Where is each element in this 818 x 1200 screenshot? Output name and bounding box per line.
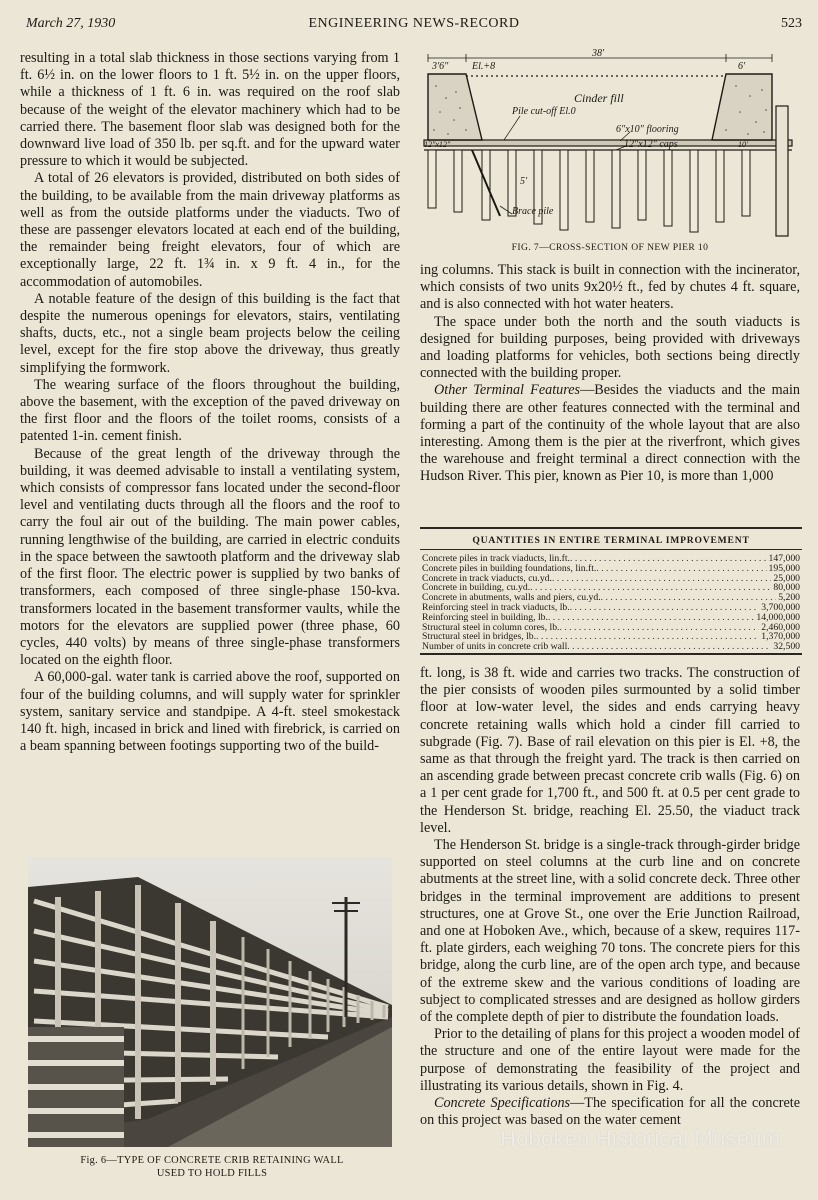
- left-column: [20, 50, 400, 755]
- cinder-fill-label: Cinder fill: [574, 91, 624, 105]
- paragraph: Prior to the detailing of plans for this project a wooden model of the structure and one of the entire layout were made for the purpose of demonstrating the feasibility of the project and illustrating its various details, shown in Fig. 4.: [420, 1026, 800, 1094]
- row-label: Concrete in track viaducts, cu.yd.: [422, 572, 552, 584]
- row-value: 32,500: [773, 641, 800, 653]
- paragraph: A total of 26 elevators is provided, distributed on both sides of the building, to be available from the main driveway platforms as well as from the outside platforms under the viaducts. Two of these are passenger elevators located at each end of the building, the remainder being freight elevators, four of which are exceptionally large, 22 ft. 1¾ in. x 9 ft. 4 in., for the accommodation of automobiles.: [20, 170, 400, 290]
- subheading: Other Terminal Features: [434, 382, 581, 399]
- paragraph: ing columns. This stack is built in connection with the incinerator, which consists of two units 9x20½ ft., fed by chutes 4 ft. square, and is also connected with hot water heaters.: [420, 262, 800, 313]
- paragraph-text: —The specification for all the concrete on this project was based on the water cement: [420, 1095, 800, 1129]
- row-value: 2,460,000: [761, 621, 800, 633]
- timber-deck: [424, 140, 792, 146]
- paragraph: resulting in a total slab thickness in those sections varying from 1 ft. 6½ in. on the lower floors to 1 ft. 5½ in. on the upper floors, while a thickness of 1 ft. 6 in. was required on the roof slab because of the weight of the elevator machinery which had to be carried there. The basement floor slab was designed both for the downward live load of 350 lb. per sq.ft. and for the upward water pressure to which it would be subjected.: [20, 50, 400, 170]
- row-label: Structural steel in bridges, lb.: [422, 631, 537, 643]
- journal-title: ENGINEERING NEWS-RECORD: [308, 16, 520, 31]
- left-retaining-wall: [428, 74, 482, 140]
- row-label: Structural steel in column cores, lb.: [422, 621, 560, 633]
- caption-line: USED TO HOLD FILLS: [156, 1168, 268, 1179]
- subheading: Concrete Specifications: [434, 1095, 571, 1112]
- row-label: Number of units in concrete crib wall: [422, 641, 568, 653]
- page-number: 523: [781, 16, 802, 31]
- row-label: Concrete in abutments, walls and piers, cu.yd.: [422, 592, 601, 604]
- paragraph: The wearing surface of the floors throughout the building, above the basement, with the exception of the paved driveway on the first floor and the floors of the toilet rooms, consists of a patented 1-in. cement finish.: [20, 376, 400, 445]
- table-title: QUANTITIES IN ENTIRE TERMINAL IMPROVEMENT: [420, 529, 802, 550]
- row-value: 5,200: [778, 592, 800, 604]
- issue-date: March 27, 1930: [26, 16, 116, 31]
- paragraph: A notable feature of the design of this building is the fact that despite the numerous openings for elevators, stairs, ventilating shafts, ducts, etc., not a single beam projects below the ceiling level, except for the fire stop above the driveway, thus greatly simplifying the formwork.: [20, 290, 400, 376]
- row-label: Reinforcing steel in track viaducts, lb.: [422, 601, 570, 613]
- flooring-label: 6"x10" flooring: [616, 124, 679, 135]
- paragraph: [420, 382, 800, 485]
- caption-line: Fig. 6—TYPE OF CONCRETE CRIB RETAINING WALL: [80, 1155, 344, 1166]
- paragraph: The Henderson St. bridge is a single-track through-girder bridge supported on steel columns at the curb line and on concrete abutments at the street line, with a solid concrete deck. Three other bridges in the terminal improvement are additions to present structures, one at Grove St., one over the Erie Junction Railroad, and one at Hoboken Ave., which, because of a skew, requires 117-ft. plate girders, each weighing 70 tons. The concrete piers for this bridge, along the curb line, are of the open arch type, and because of the extreme skew and the various conditions of loading are subject to complicated stresses and are designed as hollow girders of the complete depth of pier to distribute the foundation loads.: [420, 837, 800, 1026]
- row-value: 3,700,000: [761, 601, 800, 613]
- paragraph: [420, 1095, 800, 1129]
- dim-left-label: 3'6": [432, 61, 449, 72]
- row-label: Concrete piles in track viaducts, lin.ft.: [422, 553, 570, 564]
- brace-pile-label: Brace pile: [512, 206, 554, 217]
- pier-cross-section-figure: [420, 46, 800, 246]
- row-label: Concrete piles in building foundations, lin.ft.: [422, 562, 597, 574]
- row-value: 14,000,000: [756, 611, 800, 623]
- timber-label: 12"x12": [424, 140, 451, 149]
- cutoff-label: Pile cut-off El.0: [512, 106, 576, 117]
- paragraph: ft. long, is 38 ft. wide and carries two tracks. The construction of the pier consists of wooden piles surmounted by a solid timber floor at low-water level, the sides and ends carrying heavy concrete retaining walls which hold a cinder fill carried to subgrade (Fig. 7). Base of rail elevation on this pier is El. +8, the same as that through the freight yard. The track is then carried on an ascending grade between precast concrete crib walls (Fig. 6) on a 1 per cent grade for 1,700 ft., and 500 ft. at 0.5 per cent grade to the Henderson St. bridge, reaching El. 25.50, the viaduct track level.: [420, 665, 800, 836]
- paragraph: The space under both the north and the south viaducts is designed for building purposes, being provided with driveways and loading platforms for vehicles, both sections being directly connected with the building proper.: [420, 313, 800, 382]
- museum-watermark: Hoboken Historical Museum: [500, 1126, 781, 1151]
- table-row: [420, 642, 802, 652]
- row-label: Reinforcing steel in building, lb.: [422, 611, 548, 623]
- figure-7-caption: FIG. 7—CROSS-SECTION OF NEW PIER 10: [511, 242, 709, 253]
- row-value: 1,370,000: [761, 631, 800, 643]
- dim-right-label: 6': [738, 61, 746, 72]
- right-column-top: [420, 262, 800, 486]
- elevation-label: El.+8: [472, 61, 496, 72]
- row-label: Concrete in building, cu.yd.: [422, 582, 531, 594]
- right-retaining-wall: [712, 74, 772, 140]
- caps-label: 12"x12" caps: [624, 139, 678, 150]
- page-header: [26, 16, 802, 38]
- spacing-label: 5': [520, 176, 528, 187]
- crib-wall-photo: [28, 857, 392, 1147]
- row-value: 80,000: [773, 582, 800, 594]
- row-value: 25,000: [773, 572, 800, 584]
- row-value: 147,000: [768, 553, 800, 564]
- paragraph: Because of the great length of the driveway through the building, it was deemed advisable to install a ventilating system, which consists of compressor fans located under the second-floor level and ventilating ducts through all the floors and the roof to carry the foul air out of the building. The main power cables, running lengthwise of the building, are carried in electric conduits in the space between the sawtooth platform and the driveway slab of the first floor. The electric power is supplied by two banks of transformers, each composed of three single-phase 150-kva. transformers located in the basement transformer vaults, while the motors for the elevators are supplied power (three phase, 60 cycles, 440 volts) by means of three single-phase transformers located on the eighth floor.: [20, 445, 400, 669]
- right-column-bottom: [420, 665, 800, 1129]
- row-value: 195,000: [768, 562, 800, 574]
- paragraph-text: —Besides the viaducts and the main building there are other features connected with the terminal and forming a part of the continuity of the whole layout that are also interesting. Among them is the pier at the riverfront, which gives the warehouse and freight terminal a direct connection with the Hudson River. This pier, known as Pier 10, is more than 1,000: [420, 382, 800, 485]
- figure-6-caption: [30, 1154, 394, 1180]
- quantities-table: [420, 527, 802, 655]
- right-dim-label: 10': [738, 140, 748, 149]
- span-dim-label: 38': [592, 48, 605, 59]
- paragraph: A 60,000-gal. water tank is carried above the roof, supported on four of the building columns, and will supply water for sprinkler system, sanitary service and standpipe. A 4-ft. steel smokestack 140 ft. high, incased in brick and lined with firebrick, is carried on a beam spanning between footings supporting two of the build-: [20, 669, 400, 755]
